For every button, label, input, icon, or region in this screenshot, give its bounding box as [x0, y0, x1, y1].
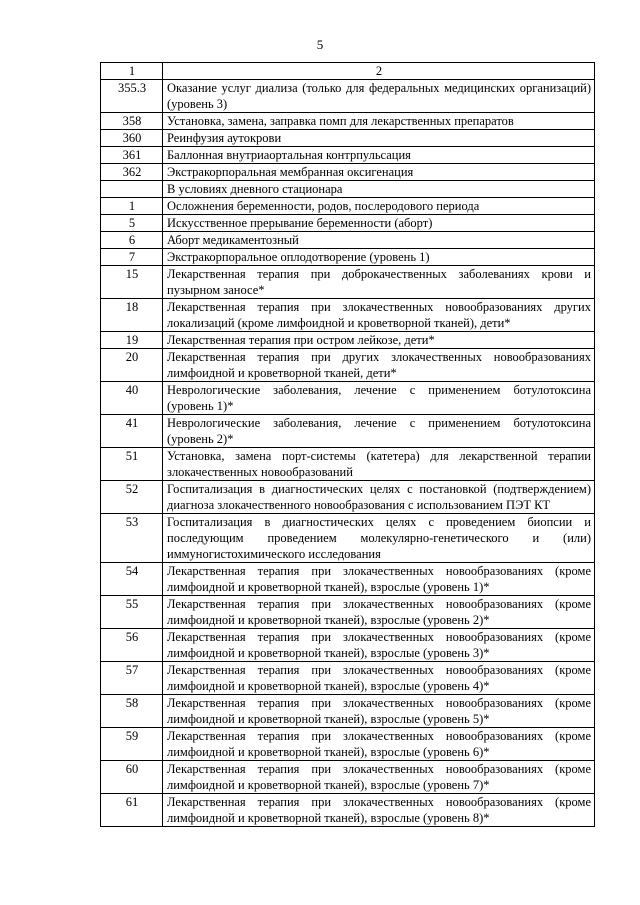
row-description: Лекарственная терапия при остром лейкозе, дети*: [163, 332, 595, 349]
table-row: [101, 198, 595, 215]
row-code: 61: [101, 794, 163, 827]
row-code: 19: [101, 332, 163, 349]
row-code: 1: [101, 198, 163, 215]
table-row: [101, 299, 595, 332]
table-row: [101, 761, 595, 794]
row-code: [101, 181, 163, 198]
row-description: Лекарственная терапия при злокачественных новообразованиях (кроме лимфоидной и кроветворной тканей), взрослые (уровень 1)*: [163, 563, 595, 596]
table-row: [101, 130, 595, 147]
row-description: Лекарственная терапия при злокачественных новообразованиях (кроме лимфоидной и кроветворной тканей), взрослые (уровень 8)*: [163, 794, 595, 827]
row-code: 6: [101, 232, 163, 249]
row-code: 57: [101, 662, 163, 695]
table-row: [101, 215, 595, 232]
row-code: 53: [101, 514, 163, 563]
table-row: [101, 266, 595, 299]
row-description: Лекарственная терапия при злокачественных новообразованиях (кроме лимфоидной и кроветворной тканей), взрослые (уровень 4)*: [163, 662, 595, 695]
table-row: [101, 113, 595, 130]
row-code: 56: [101, 629, 163, 662]
row-code: 15: [101, 266, 163, 299]
table-row: [101, 249, 595, 266]
row-description: Лекарственная терапия при злокачественных новообразованиях (кроме лимфоидной и кроветворной тканей), взрослые (уровень 6)*: [163, 728, 595, 761]
row-description: Лекарственная терапия при злокачественных новообразованиях других локализаций (кроме лимфоидной и кроветворной тканей), дети*: [163, 299, 595, 332]
row-code: 54: [101, 563, 163, 596]
header-col-2: 2: [163, 63, 595, 80]
row-code: 360: [101, 130, 163, 147]
table-row: [101, 695, 595, 728]
row-description: Экстракорпоральное оплодотворение (уровень 1): [163, 249, 595, 266]
row-description: Лекарственная терапия при злокачественных новообразованиях (кроме лимфоидной и кроветворной тканей), взрослые (уровень 2)*: [163, 596, 595, 629]
table-row: [101, 563, 595, 596]
row-code: 40: [101, 382, 163, 415]
table-header-row: [101, 63, 595, 80]
row-description: Экстракорпоральная мембранная оксигенация: [163, 164, 595, 181]
row-code: 52: [101, 481, 163, 514]
table-row: [101, 80, 595, 113]
table-row: [101, 514, 595, 563]
header-col-1: 1: [101, 63, 163, 80]
row-description: В условиях дневного стационара: [163, 181, 595, 198]
row-description: Оказание услуг диализа (только для федеральных медицинских организаций) (уровень 3): [163, 80, 595, 113]
table-row: [101, 728, 595, 761]
table-body: [101, 63, 595, 827]
table-row: [101, 181, 595, 198]
row-code: 355.3: [101, 80, 163, 113]
row-description: Баллонная внутриаортальная контрпульсация: [163, 147, 595, 164]
row-description: Лекарственная терапия при злокачественных новообразованиях (кроме лимфоидной и кроветворной тканей), взрослые (уровень 7)*: [163, 761, 595, 794]
table-row: [101, 448, 595, 481]
tariff-table: [100, 62, 595, 827]
row-code: 362: [101, 164, 163, 181]
table-row: [101, 415, 595, 448]
row-code: 18: [101, 299, 163, 332]
row-code: 5: [101, 215, 163, 232]
row-description: Лекарственная терапия при злокачественных новообразованиях (кроме лимфоидной и кроветворной тканей), взрослые (уровень 3)*: [163, 629, 595, 662]
row-description: Осложнения беременности, родов, послеродового периода: [163, 198, 595, 215]
table-row: [101, 662, 595, 695]
page-number: 5: [316, 37, 324, 52]
row-description: Искусственное прерывание беременности (аборт): [163, 215, 595, 232]
row-description: Установка, замена, заправка помп для лекарственных препаратов: [163, 113, 595, 130]
row-description: Лекарственная терапия при других злокачественных новообразованиях лимфоидной и кроветворной тканей, дети*: [163, 349, 595, 382]
table-row: [101, 147, 595, 164]
row-description: Госпитализация в диагностических целях с проведением биопсии и последующим проведением молекулярно-генетического и (или) иммуногистохимического исследования: [163, 514, 595, 563]
table-row: [101, 629, 595, 662]
row-description: Реинфузия аутокрови: [163, 130, 595, 147]
table-row: [101, 332, 595, 349]
table-row: [101, 596, 595, 629]
row-code: 361: [101, 147, 163, 164]
row-code: 55: [101, 596, 163, 629]
row-code: 60: [101, 761, 163, 794]
row-description: Аборт медикаментозный: [163, 232, 595, 249]
table-row: [101, 232, 595, 249]
row-code: 59: [101, 728, 163, 761]
row-code: 51: [101, 448, 163, 481]
table-row: [101, 349, 595, 382]
row-code: 41: [101, 415, 163, 448]
row-description: Неврологические заболевания, лечение с применением ботулотоксина (уровень 1)*: [163, 382, 595, 415]
row-description: Неврологические заболевания, лечение с применением ботулотоксина (уровень 2)*: [163, 415, 595, 448]
table-row: [101, 382, 595, 415]
row-description: Лекарственная терапия при доброкачественных заболеваниях крови и пузырном заносе*: [163, 266, 595, 299]
row-code: 7: [101, 249, 163, 266]
table-row: [101, 481, 595, 514]
row-code: 58: [101, 695, 163, 728]
table-row: [101, 164, 595, 181]
row-code: 20: [101, 349, 163, 382]
row-description: Лекарственная терапия при злокачественных новообразованиях (кроме лимфоидной и кроветворной тканей), взрослые (уровень 5)*: [163, 695, 595, 728]
table-row: [101, 794, 595, 827]
row-description: Установка, замена порт-системы (катетера) для лекарственной терапии злокачественных новообразований: [163, 448, 595, 481]
row-description: Госпитализация в диагностических целях с постановкой (подтверждением) диагноза злокачественного новообразования с использованием ПЭТ КТ: [163, 481, 595, 514]
row-code: 358: [101, 113, 163, 130]
